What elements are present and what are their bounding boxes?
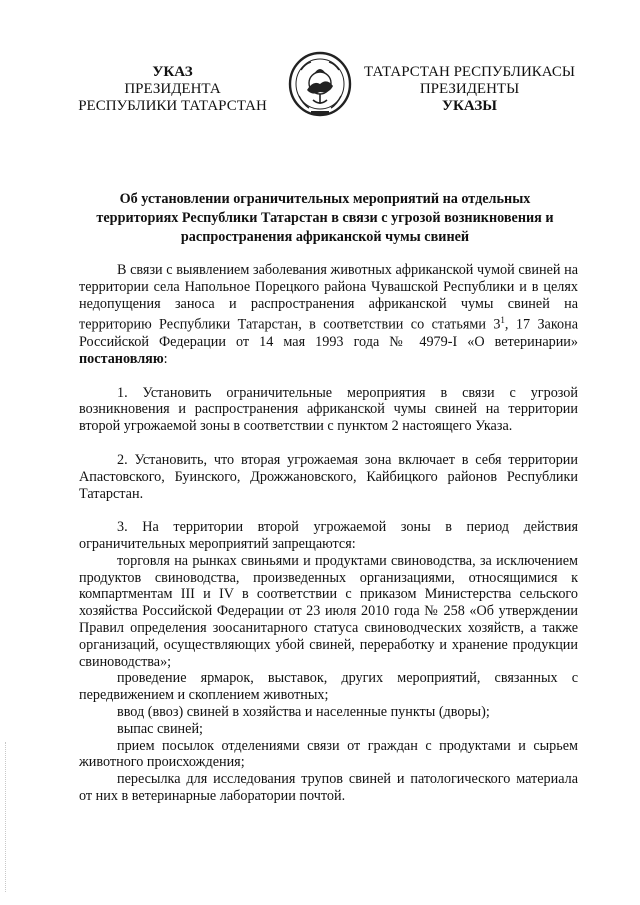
point-3: 3. На территории второй угрожаемой зоны в период действия ограничительных мероприятий запрещаются:	[79, 519, 578, 553]
prohibition-6: пересылка для исследования трупов свиней и патологического материала от них в ветеринарные лаборатории почтой.	[79, 771, 578, 805]
intro-resolve: постановляю	[79, 350, 164, 367]
point-1: 1. Установить ограничительные мероприятия в связи с угрозой возникновения и распространения африканской чумы свиней на территории второй угрожаемой зоны в соответствии с пунктом 2 настоящего Указа.	[79, 384, 578, 435]
title-line-1: Об установлении ограничительных мероприятий на отдельных	[119, 191, 531, 207]
coat-of-arms-icon	[287, 50, 353, 120]
intro-text-b: , 17 Закона Российской Федерации от 14 мая 1993 года № 4979-I «О ветеринарии»	[79, 317, 579, 350]
header-right-ukazy: УКАЗЫ	[442, 98, 497, 114]
prohibition-1: торговля на рынках свиньями и продуктами свиноводства, за исключением продуктов свиноводства, произведенных организациями, относящимися к компартментам III и IV в соответствии с приказом Министерства сельского хозяйства Российской Федерации от 23 июля 2010 года № 258 «Об утверждении Правил определения зоосанитарного статуса свиноводческих хозяйств, а также организаций, осуществляющих убой свиней, переработку и хранение продукции свиноводства»;	[79, 552, 578, 670]
header-left-president: ПРЕЗИДЕНТА	[124, 81, 221, 97]
intro-superscript: 1	[500, 315, 505, 326]
title-line-3: распространения африканской чумы свиней	[180, 229, 470, 245]
intro-end: :	[163, 350, 168, 367]
decree-body	[79, 262, 578, 805]
header-left-republic: РЕСПУБЛИКИ ТАТАРСТАН	[78, 98, 267, 114]
prohibition-3: ввод (ввоз) свиней в хозяйства и населенные пункты (дворы);	[117, 704, 490, 721]
header-left-ukaz: УКАЗ	[152, 64, 193, 80]
intro-text-a: В связи с выявлением заболевания животных африканской чумой свиней на территории села Напольное Порецкого района Чувашской Республики и в целях недопущения заноса и распространения африканской чумы свиней на территорию Республики Татарстан, в соответствии со статьями 3	[79, 262, 578, 334]
intro-paragraph	[79, 262, 578, 368]
header-right	[362, 64, 577, 115]
point-2: 2. Установить, что вторая угрожаемая зона включает в себя территории Апастовского, Буинского, Дрожжановского, Кайбицкого районов Республики Татарстан.	[79, 451, 578, 502]
title-line-2: территориях Республики Татарстан в связи с угрозой возникновения и	[96, 210, 554, 226]
prohibition-2: проведение ярмарок, выставок, других мероприятий, связанных с передвижением и скоплением животных;	[79, 670, 578, 704]
decree-title	[80, 190, 570, 247]
scan-margin-marks	[5, 742, 8, 892]
prohibition-4: выпас свиней;	[117, 720, 203, 737]
header-right-president: ПРЕЗИДЕНТЫ	[419, 81, 520, 97]
prohibition-5: прием посылок отделениями связи от граждан с продуктами и сырьем животного происхождения;	[79, 737, 578, 771]
header-right-republic: ТАТАРСТАН РЕСПУБЛИКАСЫ	[364, 64, 575, 80]
header-left	[70, 64, 275, 115]
